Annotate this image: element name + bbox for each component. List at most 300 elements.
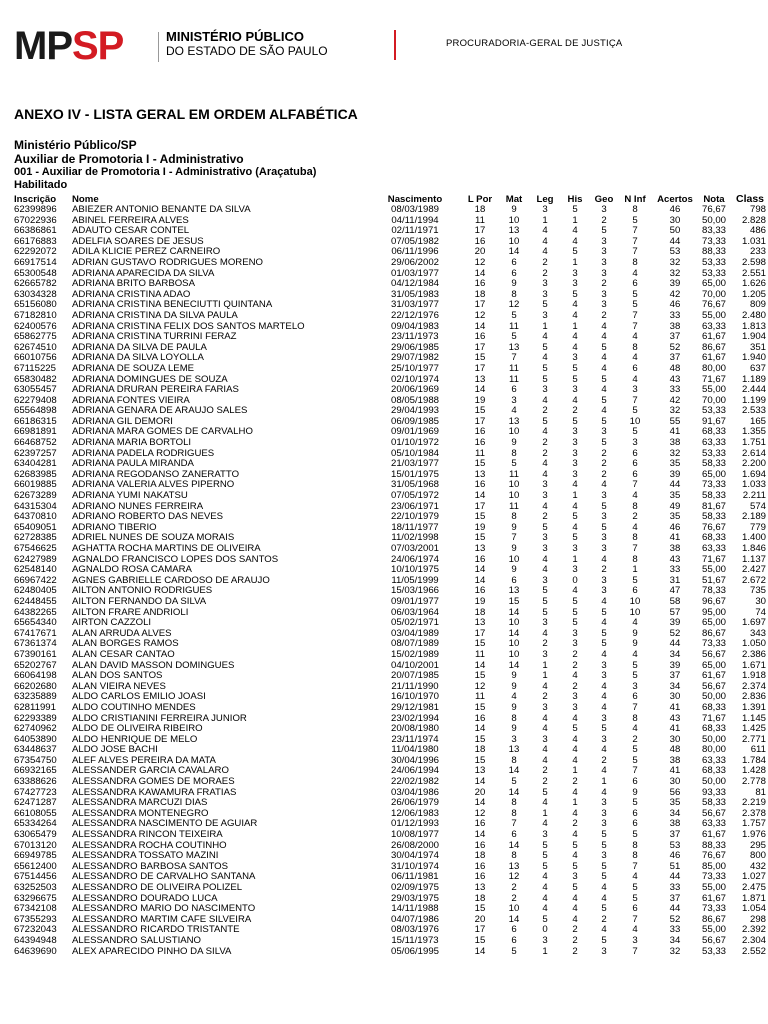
cell-inscricao: 67182810 <box>14 310 57 321</box>
cell-geo: 4 <box>601 385 607 396</box>
cell-geo: 5 <box>601 830 607 841</box>
cell-nascimento: 23/02/1994 <box>390 713 439 724</box>
cell-inscricao: 63296675 <box>14 893 57 904</box>
cell-nome: ALESSANDRO MARTIM CAFE SILVEIRA <box>72 914 252 925</box>
cell-leg: 2 <box>542 766 548 777</box>
cell-nota: 51,67 <box>701 575 726 586</box>
cell-leg: 3 <box>542 830 548 841</box>
cell-mat: 10 <box>508 480 520 491</box>
cell-mat: 8 <box>511 512 517 523</box>
cell-mat: 6 <box>511 257 517 268</box>
cell-leg: 4 <box>542 469 548 480</box>
cell-acertos: 42 <box>669 395 681 406</box>
cell-class: 809 <box>749 300 766 311</box>
cell-nascimento: 12/06/1983 <box>390 808 439 819</box>
cell-nascimento: 08/03/1976 <box>390 925 439 936</box>
cell-ninf: 4 <box>632 374 638 385</box>
cell-acertos: 47 <box>669 586 681 597</box>
cell-ninf: 5 <box>632 575 638 586</box>
cell-lpor: 14 <box>474 660 486 671</box>
cell-geo: 3 <box>601 268 607 279</box>
cell-lpor: 11 <box>475 448 485 459</box>
cell-nascimento: 22/02/1982 <box>390 777 439 788</box>
cell-geo: 5 <box>601 438 607 449</box>
cell-his: 5 <box>572 512 578 523</box>
cell-lpor: 17 <box>474 501 486 512</box>
table-row <box>14 205 768 216</box>
table-row <box>14 629 768 640</box>
cell-geo: 5 <box>601 872 607 883</box>
cell-inscricao: 62293389 <box>14 713 57 724</box>
cell-geo: 5 <box>601 395 607 406</box>
cell-nota: 86,67 <box>701 342 726 353</box>
cell-geo: 5 <box>601 840 607 851</box>
table-row <box>14 862 768 873</box>
cell-his: 5 <box>572 618 578 629</box>
cell-inscricao: 62683985 <box>14 469 57 480</box>
cell-acertos: 32 <box>669 448 681 459</box>
cell-ninf: 10 <box>629 416 641 427</box>
cell-ninf: 8 <box>632 840 638 851</box>
cell-inscricao: 64370810 <box>14 512 57 523</box>
cell-nome: ADRIANA APARECIDA DA SILVA <box>72 268 215 279</box>
table-row <box>14 947 768 958</box>
cell-leg: 5 <box>542 787 548 798</box>
cell-inscricao: 66108055 <box>14 808 57 819</box>
cell-nascimento: 09/01/1977 <box>390 596 439 607</box>
cell-acertos: 35 <box>669 798 681 809</box>
cell-mat: 9 <box>511 702 517 713</box>
cell-inscricao: 67361374 <box>14 639 57 650</box>
cell-nascimento: 26/08/2000 <box>390 840 439 851</box>
cell-nome: ALDO CRISTIANINI FERREIRA JUNIOR <box>72 713 247 724</box>
cell-geo: 4 <box>601 883 607 893</box>
cell-nome: ALEF ALVES PEREIRA DA MATA <box>72 755 216 766</box>
col-header-nota: Nota <box>703 194 725 205</box>
cell-nota: 56,67 <box>701 649 726 660</box>
cell-ninf: 5 <box>632 893 638 904</box>
cell-acertos: 31 <box>669 575 681 586</box>
cell-acertos: 44 <box>669 236 681 247</box>
cell-nome: AGNALDO ROSA CAMARA <box>72 565 192 576</box>
cell-leg: 3 <box>542 480 548 491</box>
cell-lpor: 12 <box>474 808 486 819</box>
cell-lpor: 16 <box>474 819 486 830</box>
cell-nascimento: 23/06/1971 <box>390 501 439 512</box>
cell-ninf: 7 <box>632 321 638 332</box>
cell-ninf: 8 <box>632 851 638 862</box>
cell-geo: 4 <box>601 649 607 660</box>
cell-nota: 50,00 <box>701 692 726 703</box>
cell-nascimento: 22/12/1976 <box>390 310 439 321</box>
table-row <box>14 661 768 672</box>
cell-his: 4 <box>572 893 578 904</box>
cell-class: 1.050 <box>741 639 766 650</box>
cell-nota: 65,00 <box>701 618 726 629</box>
cell-lpor: 14 <box>474 724 486 735</box>
cell-his: 5 <box>572 247 578 258</box>
table-row <box>14 639 768 650</box>
cell-ninf: 4 <box>632 491 638 502</box>
cell-mat: 10 <box>508 236 520 247</box>
cell-acertos: 52 <box>669 628 681 639</box>
cell-leg: 5 <box>542 851 548 862</box>
cell-geo: 4 <box>601 618 607 629</box>
cell-lpor: 12 <box>474 257 486 268</box>
cell-nascimento: 07/05/1972 <box>390 491 439 502</box>
cell-mat: 12 <box>508 872 520 883</box>
cell-lpor: 15 <box>474 904 486 915</box>
cell-nascimento: 22/10/1979 <box>390 512 439 523</box>
cell-lpor: 11 <box>475 692 485 703</box>
cell-inscricao: 66010756 <box>14 353 57 364</box>
cell-lpor: 14 <box>474 946 486 957</box>
cell-his: 3 <box>572 385 578 396</box>
cell-class: 165 <box>749 416 766 427</box>
cell-lpor: 16 <box>474 554 486 565</box>
cell-geo: 4 <box>601 353 607 364</box>
cell-mat: 10 <box>508 427 520 438</box>
cell-acertos: 30 <box>669 692 681 703</box>
cell-his: 3 <box>572 279 578 290</box>
cell-nascimento: 15/11/1973 <box>391 935 439 946</box>
cell-his: 4 <box>572 914 578 925</box>
cell-mat: 10 <box>508 215 520 226</box>
cell-lpor: 20 <box>474 787 486 798</box>
cell-nota: 55,00 <box>701 883 726 893</box>
cell-nascimento: 31/03/1977 <box>390 300 439 311</box>
cell-nome: ABIEZER ANTONIO BENANTE DA SILVA <box>72 205 251 215</box>
cell-class: 1.784 <box>741 755 766 766</box>
cell-acertos: 35 <box>669 512 681 523</box>
cell-his: 5 <box>572 289 578 300</box>
cell-inscricao: 63034328 <box>14 289 57 300</box>
cell-geo: 5 <box>601 226 607 237</box>
cell-lpor: 16 <box>474 872 486 883</box>
table-body <box>14 205 768 957</box>
cell-inscricao: 62673289 <box>14 491 57 502</box>
cell-inscricao: 64382265 <box>14 607 57 618</box>
col-header-nascimento: Nascimento <box>387 194 443 205</box>
cell-ninf: 2 <box>632 734 638 745</box>
cell-mat: 9 <box>511 279 517 290</box>
cell-class: 2.836 <box>741 692 766 703</box>
cell-nome: ADRIANA PADELA RODRIGUES <box>72 448 215 459</box>
cell-geo: 3 <box>601 946 607 957</box>
cell-geo: 4 <box>601 692 607 703</box>
cell-nota: 76,67 <box>701 522 726 533</box>
cell-nascimento: 29/04/1993 <box>390 406 439 417</box>
subtitle-position: Auxiliar de Promotoria I - Administrativo <box>14 152 244 166</box>
cell-nota: 88,33 <box>701 247 726 258</box>
cell-acertos: 43 <box>669 713 681 724</box>
cell-nascimento: 10/10/1975 <box>390 565 439 576</box>
cell-mat: 4 <box>511 692 517 703</box>
cell-nota: 53,33 <box>701 406 726 417</box>
cell-acertos: 41 <box>669 427 681 438</box>
cell-acertos: 33 <box>669 925 681 936</box>
cell-his: 3 <box>572 469 578 480</box>
cell-ninf: 3 <box>632 935 638 946</box>
cell-class: 1.694 <box>741 469 766 480</box>
cell-nome: ADRIANA CRISTINA TURRINI FERAZ <box>72 332 237 343</box>
cell-mat: 15 <box>508 596 520 607</box>
cell-ninf: 5 <box>632 406 638 417</box>
cell-his: 5 <box>572 374 578 385</box>
cell-nascimento: 24/06/1974 <box>390 554 439 565</box>
cell-his: 5 <box>572 861 578 872</box>
cell-inscricao: 67022936 <box>14 215 57 226</box>
cell-nascimento: 30/04/1996 <box>390 755 439 766</box>
cell-lpor: 16 <box>474 480 486 491</box>
cell-nome: ALAN VIEIRA NEVES <box>72 681 166 692</box>
cell-nome: ADRIANA DE SOUZA LEME <box>72 363 195 374</box>
table-row <box>14 565 768 576</box>
cell-ninf: 5 <box>632 215 638 226</box>
cell-his: 4 <box>572 480 578 491</box>
cell-geo: 4 <box>601 596 607 607</box>
cell-leg: 2 <box>542 692 548 703</box>
cell-acertos: 34 <box>669 808 681 819</box>
cell-ninf: 5 <box>632 798 638 809</box>
table-row <box>14 544 768 555</box>
cell-inscricao: 66468752 <box>14 438 57 449</box>
cell-leg: 3 <box>542 618 548 629</box>
cell-mat: 8 <box>511 713 517 724</box>
cell-leg: 4 <box>542 713 548 724</box>
cell-ninf: 4 <box>632 353 638 364</box>
cell-nascimento: 29/06/2002 <box>390 257 439 268</box>
cell-inscricao: 64053890 <box>14 734 57 745</box>
cell-his: 4 <box>572 586 578 597</box>
cell-ninf: 10 <box>629 607 641 618</box>
cell-nascimento: 31/05/1983 <box>390 289 439 300</box>
cell-class: 1.671 <box>741 660 766 671</box>
cell-ninf: 4 <box>632 925 638 936</box>
cell-inscricao: 67013120 <box>14 840 57 851</box>
cell-acertos: 44 <box>669 639 681 650</box>
cell-mat: 14 <box>508 914 520 925</box>
cell-inscricao: 67342108 <box>14 904 57 915</box>
cell-geo: 3 <box>601 236 607 247</box>
cell-leg: 4 <box>542 745 548 756</box>
cell-nome: ABINEL FERREIRA ALVES <box>72 215 189 226</box>
cell-lpor: 19 <box>474 596 486 607</box>
cell-leg: 3 <box>542 491 548 502</box>
cell-inscricao: 65409051 <box>14 522 57 533</box>
cell-his: 1 <box>572 554 578 565</box>
cell-lpor: 15 <box>474 459 486 470</box>
cell-ninf: 5 <box>632 883 638 893</box>
cell-mat: 6 <box>511 830 517 841</box>
cell-class: 1.400 <box>741 533 766 544</box>
table-row <box>14 671 768 682</box>
cell-nota: 55,00 <box>701 310 726 321</box>
cell-lpor: 14 <box>474 798 486 809</box>
cell-his: 4 <box>572 851 578 862</box>
table-row <box>14 894 768 905</box>
cell-geo: 4 <box>601 321 607 332</box>
cell-nome: ADRIANO TIBERIO <box>72 522 157 533</box>
cell-class: 343 <box>749 628 766 639</box>
table-row <box>14 819 768 830</box>
cell-geo: 3 <box>601 819 607 830</box>
cell-acertos: 35 <box>669 491 681 502</box>
cell-his: 2 <box>572 946 578 957</box>
cell-leg: 3 <box>542 935 548 946</box>
cell-inscricao: 65654340 <box>14 618 57 629</box>
cell-mat: 9 <box>511 565 517 576</box>
cell-ninf: 6 <box>632 363 638 374</box>
cell-nota: 53,33 <box>701 257 726 268</box>
cell-leg: 3 <box>542 544 548 554</box>
cell-nome: ALESSANDRA NASCIMENTO DE AGUIAR <box>72 819 258 830</box>
cell-acertos: 46 <box>669 522 681 533</box>
cell-his: 4 <box>572 236 578 247</box>
cell-nascimento: 03/04/1989 <box>390 628 439 639</box>
cell-inscricao: 65564898 <box>14 406 57 417</box>
cell-nascimento: 25/10/1977 <box>390 363 439 374</box>
cell-ninf: 3 <box>632 385 638 396</box>
cell-class: 2.211 <box>742 491 766 502</box>
cell-his: 5 <box>572 416 578 427</box>
cell-inscricao: 62400576 <box>14 321 57 332</box>
cell-class: 486 <box>749 226 766 237</box>
cell-his: 3 <box>572 544 578 554</box>
cell-nome: ALDO JOSE BACHI <box>72 745 158 756</box>
cell-class: 351 <box>749 342 766 353</box>
cell-acertos: 49 <box>669 501 681 512</box>
cell-leg: 1 <box>542 660 548 671</box>
table-row <box>14 269 768 280</box>
cell-nome: ALDO COUTINHO MENDES <box>72 702 196 713</box>
cell-nome: ALESSANDRO DE CARVALHO SANTANA <box>72 872 256 883</box>
subtitle-status: Habilitado <box>14 179 68 191</box>
cell-ninf: 3 <box>632 438 638 449</box>
cell-nota: 65,00 <box>701 279 726 290</box>
cell-lpor: 17 <box>474 628 486 639</box>
cell-his: 4 <box>572 342 578 353</box>
cell-acertos: 39 <box>669 618 681 629</box>
cell-nota: 61,67 <box>701 353 726 364</box>
table-row <box>14 417 768 428</box>
cell-mat: 2 <box>511 883 517 893</box>
cell-nota: 81,67 <box>701 501 726 512</box>
cell-nome: AGHATTA ROCHA MARTINS DE OLIVEIRA <box>72 544 261 554</box>
cell-inscricao: 66932165 <box>14 766 57 777</box>
col-header-geo: Geo <box>594 194 614 205</box>
cell-nascimento: 14/11/1988 <box>391 904 439 915</box>
mpsp-logo <box>14 24 124 68</box>
cell-class: 1.751 <box>741 438 766 449</box>
cell-nota: 73,33 <box>701 480 726 491</box>
cell-nascimento: 04/12/1984 <box>390 279 439 290</box>
cell-nota: 93,33 <box>701 787 726 798</box>
cell-nota: 68,33 <box>701 533 726 544</box>
cell-class: 2.598 <box>741 257 766 268</box>
cell-nota: 68,33 <box>701 766 726 777</box>
cell-nascimento: 04/07/1986 <box>390 914 439 925</box>
cell-mat: 14 <box>508 660 520 671</box>
cell-his: 3 <box>572 427 578 438</box>
cell-nota: 56,67 <box>701 681 726 692</box>
cell-geo: 5 <box>601 416 607 427</box>
cell-mat: 14 <box>508 787 520 798</box>
cell-geo: 4 <box>601 745 607 756</box>
table-row <box>14 502 768 513</box>
cell-geo: 2 <box>601 565 607 576</box>
cell-ninf: 5 <box>632 755 638 766</box>
cell-ninf: 7 <box>632 236 638 247</box>
cell-his: 4 <box>572 787 578 798</box>
cell-geo: 5 <box>601 607 607 618</box>
cell-nota: 61,67 <box>701 671 726 682</box>
cell-leg: 4 <box>542 872 548 883</box>
cell-nome: ALEX APARECIDO PINHO DA SILVA <box>72 946 232 957</box>
table-header-row <box>14 194 768 205</box>
cell-leg: 3 <box>542 575 548 586</box>
table-row <box>14 258 768 269</box>
cell-geo: 4 <box>601 480 607 491</box>
cell-nota: 76,67 <box>701 205 726 215</box>
cell-nota: 65,00 <box>701 469 726 480</box>
cell-nota: 73,33 <box>701 904 726 915</box>
cell-ninf: 7 <box>632 914 638 925</box>
cell-nome: ADRIANO NUNES FERREIRA <box>72 501 204 512</box>
cell-nota: 80,00 <box>701 745 726 756</box>
table-row <box>14 491 768 502</box>
cell-nascimento: 11/04/1980 <box>391 745 439 756</box>
cell-acertos: 37 <box>669 893 681 904</box>
cell-mat: 14 <box>508 607 520 618</box>
cell-nome: ADRIANA PAULA MIRANDA <box>72 459 194 470</box>
org-name <box>166 30 328 58</box>
cell-leg: 3 <box>542 734 548 745</box>
cell-class: 2.771 <box>741 734 766 745</box>
cell-his: 3 <box>572 872 578 883</box>
cell-nascimento: 31/05/1968 <box>390 480 439 491</box>
cell-lpor: 12 <box>474 310 486 321</box>
cell-inscricao: 66386861 <box>14 226 57 237</box>
cell-his: 2 <box>572 935 578 946</box>
cell-nome: ADRIANA MARIA BORTOLI <box>72 438 192 449</box>
cell-mat: 7 <box>511 533 517 544</box>
cell-acertos: 33 <box>669 565 681 576</box>
cell-ninf: 6 <box>632 777 638 788</box>
cell-geo: 4 <box>601 681 607 692</box>
cell-class: 2.480 <box>741 310 766 321</box>
cell-ninf: 7 <box>632 544 638 554</box>
cell-inscricao: 66019885 <box>14 480 57 491</box>
cell-geo: 3 <box>601 533 607 544</box>
cell-inscricao: 67232043 <box>14 925 57 936</box>
cell-ninf: 9 <box>632 787 638 798</box>
cell-leg: 2 <box>542 777 548 788</box>
cell-acertos: 41 <box>669 533 681 544</box>
cell-leg: 5 <box>542 374 548 385</box>
cell-class: 1.846 <box>741 544 766 554</box>
table-row <box>14 936 768 947</box>
cell-inscricao: 62279408 <box>14 395 57 406</box>
cell-class: 1.205 <box>741 289 766 300</box>
cell-leg: 1 <box>542 946 548 957</box>
col-header-lpor: L Por <box>467 194 493 205</box>
table-row <box>14 353 768 364</box>
cell-class: 1.425 <box>741 724 766 735</box>
cell-lpor: 12 <box>474 681 486 692</box>
table-row <box>14 396 768 407</box>
cell-inscricao: 62427989 <box>14 554 57 565</box>
